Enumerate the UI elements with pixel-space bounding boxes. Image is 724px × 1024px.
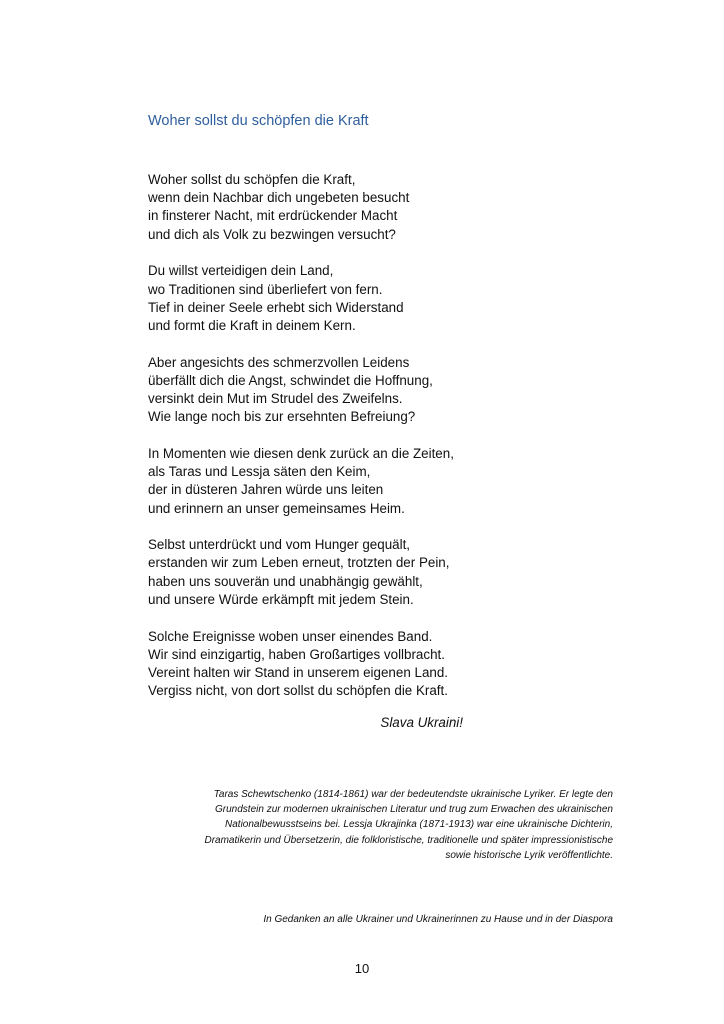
stanza-2 (148, 262, 478, 335)
poem-line: wenn dein Nachbar dich ungebeten besucht (148, 190, 410, 206)
poem-line: wo Traditionen sind überliefert von fern. (148, 281, 383, 297)
poem-line: und erinnern an unser gemeinsames Heim. (148, 500, 405, 516)
stanza-4 (148, 445, 478, 518)
poem-line: und formt die Kraft in deinem Kern. (148, 317, 356, 333)
poem-line: Wie lange noch bis zur ersehnten Befreiung? (148, 409, 416, 425)
closing-salutation: Slava Ukraini! (380, 715, 463, 730)
poem-title: Woher sollst du schöpfen die Kraft (148, 113, 369, 129)
poem-line: und dich als Volk zu bezwingen versucht? (148, 226, 396, 242)
stanza-1 (148, 171, 478, 244)
poem-line: Solche Ereignisse woben unser einendes Band. (148, 628, 433, 644)
poem-line: der in düsteren Jahren würde uns leiten (148, 482, 384, 498)
poem-line: versinkt dein Mut im Strudel des Zweifelns. (148, 391, 403, 407)
poem-line: als Taras und Lessja säten den Keim, (148, 464, 371, 480)
poem-line: erstanden wir zum Leben erneut, trotzten der Pein, (148, 555, 450, 571)
footnote-line: Grundstein zur modernen ukrainischen Literatur und trug zum Erwachen des ukrainischen (215, 804, 613, 816)
poem-line: Vereint halten wir Stand in unserem eigenen Land. (148, 664, 449, 680)
poem-line: Woher sollst du schöpfen die Kraft, (148, 172, 356, 187)
poem-line: Du willst verteidigen dein Land, (148, 263, 334, 279)
footnote-line: Taras Schewtschenko (1814-1861) war der bedeutendste ukrainische Lyriker. Er legte den (213, 789, 613, 800)
footnote-line: Nationalbewusstseins bei. Lessja Ukrajinka (1871-1913) war eine ukrainische Dichterin, (225, 819, 613, 831)
stanza-6 (148, 628, 478, 701)
footnote (143, 787, 613, 863)
poem-line: Tief in deiner Seele erhebt sich Widerstand (148, 299, 404, 315)
poem-line: Selbst unterdrückt und vom Hunger gequält, (148, 537, 411, 553)
poem-line: Vergiss nicht, von dort sollst du schöpfen die Kraft. (148, 683, 448, 699)
poem-line: In Momenten wie diesen denk zurück an die Zeiten, (148, 445, 454, 461)
footnote-line: sowie historische Lyrik veröffentlichte. (445, 849, 613, 861)
poem-line: Aber angesichts des schmerzvollen Leidens (148, 354, 410, 370)
poem-line: überfällt dich die Angst, schwindet die Hoffnung, (148, 372, 433, 388)
poem-body (148, 171, 478, 719)
stanza-5 (148, 536, 478, 609)
poem-line: und unsere Würde erkämpft mit jedem Stein. (148, 591, 414, 607)
poem-line: haben uns souverän und unabhängig gewählt, (148, 573, 423, 589)
page-number: 10 (354, 961, 370, 976)
stanza-3 (148, 354, 478, 427)
dedication: In Gedanken an alle Ukrainer und Ukrainerinnen zu Hause und in der Diaspora (263, 914, 613, 925)
footnote-line: Dramatikerin und Übersetzerin, die folkloristische, traditionelle und später impressionistische (204, 834, 613, 846)
poem-line: in finsterer Nacht, mit erdrückender Macht (148, 208, 398, 224)
poem-line: Wir sind einzigartig, haben Großartiges vollbracht. (148, 646, 445, 662)
